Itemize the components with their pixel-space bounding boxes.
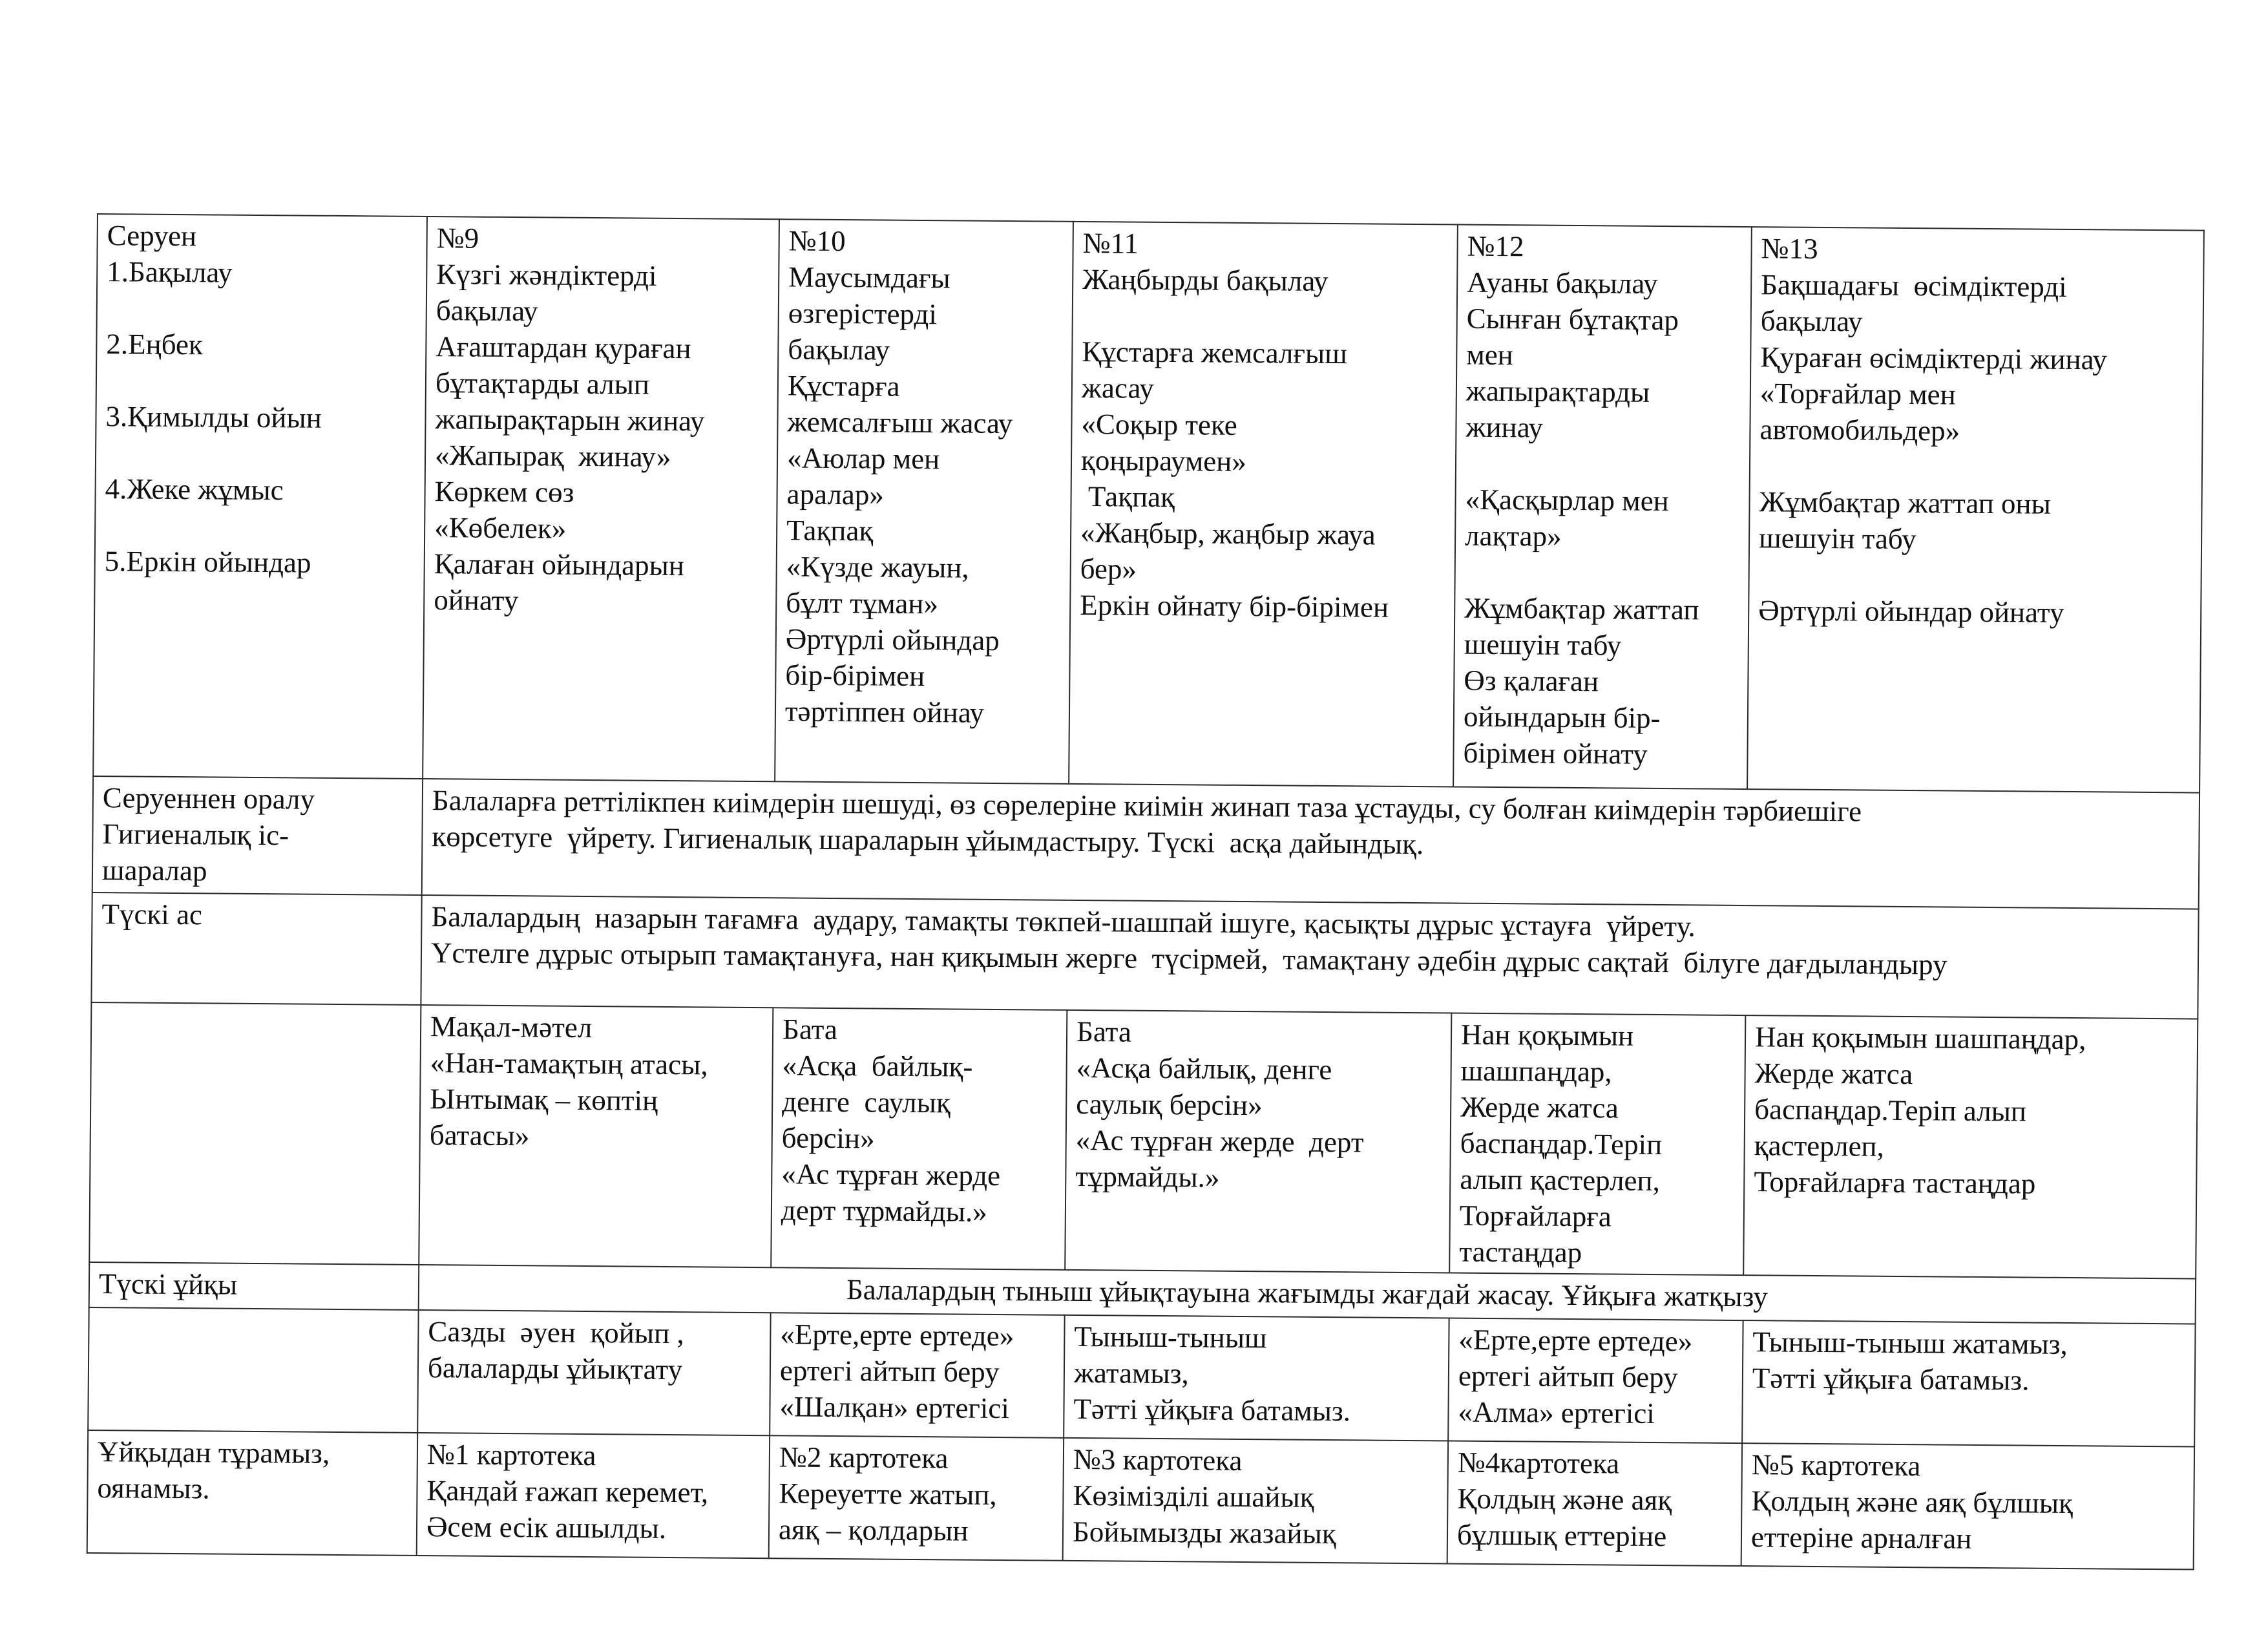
walk-title: Серуен: [107, 219, 197, 253]
text-line: «Соқыр теке: [1081, 407, 1237, 441]
text-line: Жерде жатса: [1460, 1090, 1619, 1125]
blank-line: [1464, 554, 1739, 592]
lunch-days-label: [89, 1002, 421, 1265]
text-line: «Нан-тамақтың атасы,: [430, 1046, 708, 1081]
walk-label-cell: [93, 214, 427, 779]
blank-line: [1082, 297, 1447, 336]
nap-day-1: [417, 1310, 770, 1435]
text-line: ертегі айтып беру: [1458, 1359, 1678, 1394]
return-row: [92, 776, 2200, 909]
text-line: саулық берсін»: [1076, 1087, 1263, 1122]
text-line: Әртүрлі ойындар ойнату: [1758, 594, 2064, 629]
text-line: Әртүрлі ойындар: [785, 622, 1000, 657]
text-line: шешуін табу: [1758, 522, 1916, 556]
text-line: жемсалғыш жасау: [787, 405, 1013, 440]
text-line: №9: [436, 222, 479, 255]
text-line: тәртіппен ойнау: [784, 695, 985, 729]
text-line: Нан қоқымын: [1460, 1018, 1634, 1052]
text-line: автомобильдер»: [1759, 413, 1960, 447]
lunch-label: Түскі ас: [91, 893, 421, 1005]
text-line: баспаңдар.Теріп: [1460, 1126, 1663, 1161]
text-line: шаралар: [101, 854, 207, 887]
text-line: Құстарға: [787, 369, 900, 403]
text-line: «Асқа байлық-: [782, 1049, 973, 1083]
walk-item-list: [105, 253, 417, 582]
nap-day-5: [1742, 1320, 2195, 1446]
text-line: тастаңдар: [1459, 1235, 1582, 1269]
text-line: «Аюлар мен: [786, 441, 940, 476]
lunch-row: [91, 893, 2198, 1019]
text-line: Тыныш-тыныш жатамыз,: [1752, 1326, 2068, 1361]
text-line: Ынтымақ – көптің: [430, 1083, 658, 1117]
text-line: бақылау: [436, 294, 538, 328]
text-line: «Күзде жауын,: [786, 550, 969, 584]
text-line: қастерлеп,: [1754, 1129, 1885, 1163]
nap-text: Балалардың тыныш ұйықтауына жағымды жағдай жасау. Ұйқыға жатқызу: [419, 1265, 2196, 1324]
blank-line: [106, 362, 416, 401]
text-line: дерт тұрмайды.»: [781, 1194, 987, 1228]
nap-days-row: [88, 1307, 2195, 1447]
lunch-day-3: [1065, 1010, 1451, 1273]
text-line: Бойымызды жазайық: [1072, 1515, 1336, 1550]
text-line: ертегі айтып беру: [779, 1354, 1000, 1389]
daily-plan-table: [87, 213, 2205, 1570]
nap-day-4: [1448, 1318, 1743, 1443]
text-line: Торғайларға тастаңдар: [1754, 1165, 2036, 1200]
text-line: 4.Жеке жұмыс: [105, 472, 284, 507]
text-line: Жұмбақтар жаттап оны: [1759, 485, 2052, 520]
text-line: Қураған өсімдіктерді жинау: [1760, 341, 2108, 376]
text-line: «Шалқан» ертегісі: [779, 1390, 1010, 1425]
text-line: Гигиеналық іс-: [102, 818, 289, 852]
text-line: «Торғайлар мен: [1759, 377, 1956, 411]
text-line: баспаңдар.Теріп алып: [1754, 1093, 2027, 1128]
text-line: Күзгі жәндіктерді: [436, 258, 657, 292]
schedule-sheet: [86, 213, 2203, 1600]
blank-line: [1758, 556, 2191, 595]
text-line: Торғайларға: [1459, 1199, 1612, 1233]
wake-day-4: [1447, 1441, 1742, 1566]
text-line: бір-бірімен: [785, 659, 925, 693]
walk-day-3: [1069, 222, 1458, 787]
lunch-text: [421, 895, 2198, 1019]
text-line: Қалаған ойындарын: [434, 547, 685, 582]
text-line: Көзімізділі ашайық: [1073, 1479, 1314, 1514]
text-line: Кереуетте жатып,: [779, 1477, 997, 1511]
text-line: Қандай ғажап керемет,: [426, 1474, 709, 1509]
blank-line: [107, 290, 417, 328]
text-line: лақтар»: [1464, 519, 1562, 553]
text-line: Балаларға реттілікпен киімдерін шешуді, өз сөрелеріне киімін жинап таза ұстауды, су болған киімдерін тәрбиешіге: [432, 784, 1862, 828]
text-line: Маусымдағы: [788, 260, 950, 295]
nap-day-2: [770, 1313, 1064, 1438]
return-label: [92, 776, 423, 895]
text-line: Еркін ойнату бір-бірімен: [1080, 588, 1389, 624]
text-line: ойындарын бір-: [1463, 700, 1661, 735]
text-line: бірімен ойнату: [1463, 736, 1648, 770]
text-line: ойнату: [434, 584, 519, 617]
text-line: Сынған бұтақтар: [1466, 302, 1679, 337]
text-line: Бата: [782, 1013, 838, 1046]
text-line: жасау: [1081, 371, 1154, 405]
text-line: Жұмбақтар жаттап: [1464, 591, 1699, 626]
text-line: Тәтті ұйқыға батамыз.: [1752, 1362, 2030, 1397]
text-line: Бақшадағы өсімдіктерді: [1761, 268, 2067, 303]
text-line: №3 картотека: [1073, 1442, 1243, 1477]
text-line: «Көбелек»: [434, 511, 567, 545]
text-line: көрсетуге үйрету. Гигиеналық шараларын ұйымдастыру. Түскі асқа дайындық.: [432, 820, 1424, 861]
text-line: «Жапырақ жинау»: [434, 439, 671, 473]
walk-day-4: [1453, 225, 1752, 790]
text-line: бақылау: [1760, 304, 1863, 338]
text-line: «Ас тұрған жерде дерт: [1075, 1123, 1364, 1159]
blank-line: [105, 434, 415, 473]
text-line: Жерде жатса: [1754, 1057, 1913, 1091]
text-line: алып қастерлеп,: [1460, 1163, 1661, 1198]
walk-day-2: [775, 219, 1073, 784]
text-line: «Ерте,ерте ертеде»: [1458, 1323, 1693, 1358]
text-line: тұрмайды.»: [1075, 1159, 1220, 1194]
text-line: Серуеннен оралу: [102, 781, 315, 816]
text-line: шешуін табу: [1464, 628, 1622, 662]
wake-day-5: [1741, 1443, 2194, 1569]
text-line: денге саулық: [782, 1085, 951, 1119]
nap-day-3: [1064, 1315, 1449, 1441]
text-line: Тыныш-тыныш: [1074, 1320, 1267, 1355]
text-line: жинау: [1465, 410, 1544, 444]
text-line: өзгерістерді: [788, 297, 938, 331]
text-line: №11: [1082, 226, 1139, 260]
wake-row: [87, 1430, 2194, 1570]
nap-label: Түскі ұйқы: [89, 1262, 419, 1310]
text-line: «Алма» ертегісі: [1458, 1395, 1655, 1430]
text-line: жатамыз,: [1073, 1356, 1189, 1390]
text-line: қоңыраумен»: [1080, 443, 1247, 478]
text-line: батасы»: [429, 1119, 530, 1152]
text-line: «Ерте,ерте ертеде»: [780, 1318, 1014, 1353]
lunch-day-1: [419, 1005, 773, 1267]
text-line: «Асқа байлық, денге: [1076, 1051, 1332, 1086]
text-line: №10: [788, 224, 846, 258]
text-line: «Ас тұрған жерде: [781, 1157, 1001, 1192]
text-line: балаларды ұйықтату: [427, 1351, 683, 1386]
lunch-day-5: [1743, 1015, 2198, 1278]
text-line: мен: [1466, 338, 1514, 372]
text-line: Өз қалаған: [1464, 664, 1599, 698]
text-line: 3.Қимылды ойын: [105, 400, 322, 434]
wake-label: [87, 1430, 417, 1556]
text-line: 2.Еңбек: [106, 328, 204, 361]
text-line: №2 картотека: [779, 1441, 949, 1475]
text-line: №1 картотека: [426, 1438, 596, 1472]
text-line: Ағаштардан қураған: [436, 330, 691, 365]
text-line: №5 картотека: [1751, 1448, 1921, 1483]
walk-day-5: [1747, 227, 2204, 792]
text-line: еттеріне арналған: [1750, 1521, 1972, 1555]
text-line: Тақпақ: [786, 514, 874, 547]
text-line: Үстелге дұрыс отырып тамақтануға, нан қиқымын жерге түсірмей, тамақтану әдебін дұрыс сақтай білуге дағдыландыру: [430, 936, 1948, 981]
text-line: Тақпақ: [1080, 480, 1175, 514]
blank-line: [1759, 447, 2192, 487]
text-line: Қолдың және аяқ бұлшық: [1751, 1484, 2074, 1520]
walk-row: [93, 214, 2204, 793]
text-line: Ауаны бақылау: [1467, 266, 1658, 300]
text-line: Бата: [1076, 1015, 1132, 1048]
text-line: Ұйқыдан тұрамыз,: [97, 1435, 330, 1470]
text-line: аралар»: [786, 478, 885, 511]
text-line: жапырақтарды: [1465, 374, 1650, 408]
text-line: 1.Бақылау: [107, 255, 233, 289]
text-line: Сазды әуен қойып ,: [428, 1315, 684, 1350]
wake-day-2: [769, 1435, 1064, 1561]
text-line: бұлшық еттеріне: [1456, 1518, 1667, 1553]
text-line: оянамыз.: [97, 1472, 210, 1505]
text-line: Тәтті ұйқыға батамыз.: [1073, 1392, 1351, 1428]
walk-day-1: [423, 217, 779, 781]
text-line: «Жаңбыр, жаңбыр жауа: [1080, 516, 1376, 551]
text-line: аяқ – қолдарын: [778, 1513, 969, 1547]
text-line: Әсем есік ашылды.: [426, 1510, 667, 1545]
text-line: Көркем сөз: [434, 475, 574, 509]
blank-line: [1465, 445, 1740, 483]
lunch-days-row: [89, 1002, 2198, 1279]
text-line: бер»: [1080, 552, 1137, 586]
text-line: Нан қоқымын шашпаңдар,: [1754, 1020, 2086, 1056]
text-line: №12: [1467, 229, 1524, 263]
text-line: Құстарға жемсалғыш: [1082, 335, 1348, 370]
text-line: шашпаңдар,: [1460, 1054, 1612, 1088]
text-line: бұтақтарды алып: [435, 366, 650, 401]
text-line: Қолдың және аяқ: [1457, 1482, 1672, 1517]
text-line: берсін»: [781, 1121, 875, 1155]
text-line: жапырақтарын жинау: [435, 403, 705, 438]
wake-day-1: [417, 1433, 770, 1558]
text-line: Балалардың назарын тағамға аудару, тамақты төкпей-шашпай ішуге, қасықты дұрыс ұстауға үйрету.: [431, 900, 1696, 943]
text-line: Жаңбырды бақылау: [1082, 262, 1328, 297]
text-line: Мақал-мәтел: [430, 1010, 593, 1044]
blank-line: [105, 507, 415, 545]
text-line: «Қасқырлар мен: [1465, 483, 1669, 518]
text-line: 5.Еркін ойындар: [104, 545, 311, 579]
wake-day-3: [1063, 1438, 1448, 1564]
nap-days-label: [88, 1307, 418, 1433]
text-line: бақылау: [788, 333, 890, 366]
text-line: №4картотека: [1457, 1446, 1620, 1480]
lunch-day-4: [1449, 1013, 1745, 1276]
text-line: №13: [1761, 232, 1818, 265]
return-text: [422, 779, 2200, 909]
lunch-day-2: [771, 1008, 1067, 1270]
text-line: бұлт тұман»: [786, 586, 939, 620]
